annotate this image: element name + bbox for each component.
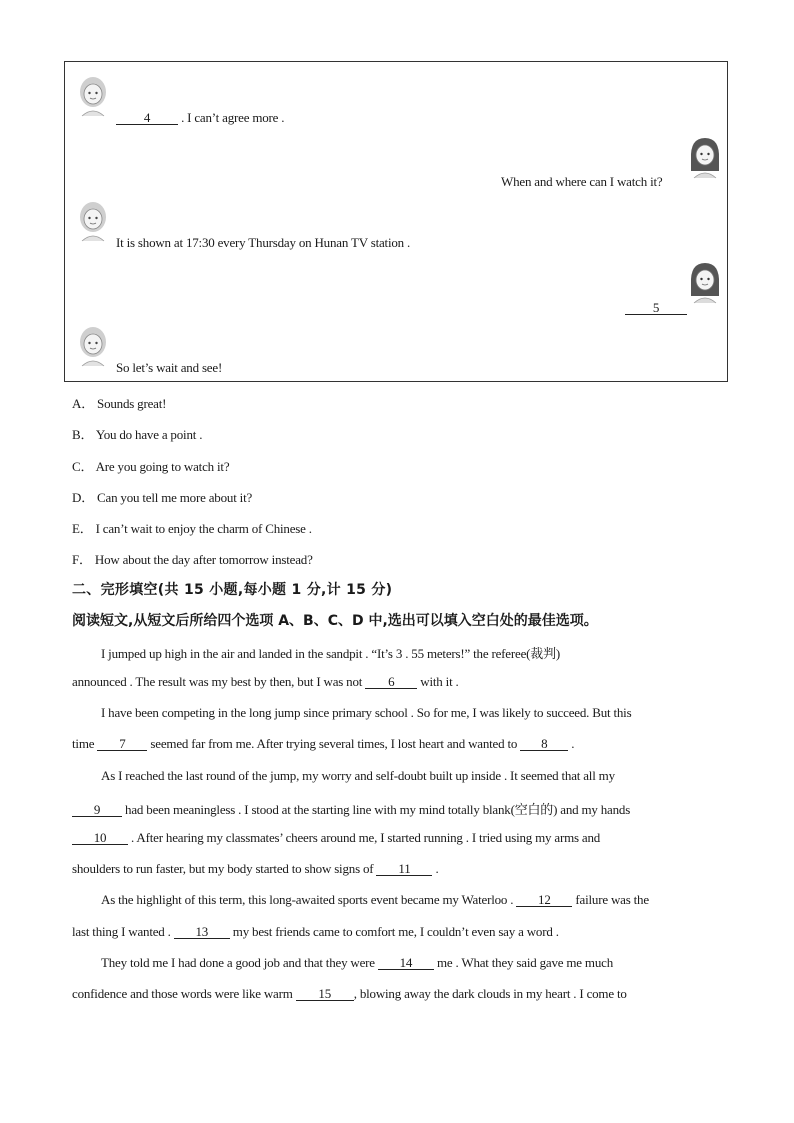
passage-line: I have been competing in the long jump since primary school . So for me, I was likely to succeed. But this (101, 705, 632, 720)
option-c: C． Are you going to watch it? (72, 459, 230, 474)
blank-14[interactable]: 14 (378, 956, 434, 970)
speaker-a-avatar-icon (74, 197, 112, 243)
dialogue-line-1 (116, 110, 284, 126)
dialogue-line-3: It is shown at 17:30 every Thursday on Hunan TV station . (116, 235, 411, 250)
speaker-a-avatar-icon (74, 322, 112, 368)
blank-7[interactable]: 7 (97, 737, 147, 751)
blank-12[interactable]: 12 (516, 893, 572, 907)
blank-11[interactable]: 11 (376, 862, 432, 876)
blank-6[interactable]: 6 (365, 675, 417, 689)
blank-10[interactable]: 10 (72, 831, 128, 845)
passage-line: announced . The result was my best by then, but I was not 6 with it . (72, 674, 459, 689)
section-title: 二、完形填空(共 15 小题,每小题 1 分,计 15 分) (72, 582, 393, 598)
option-f: F． How about the day after tomorrow instead? (72, 552, 313, 567)
speaker-b-avatar-icon (686, 133, 724, 179)
speaker-a-avatar-icon (74, 72, 112, 118)
blank-13[interactable]: 13 (174, 925, 230, 939)
passage-line: 10 . After hearing my classmates’ cheers around me, I started running . I tried using my arms and (72, 830, 600, 846)
section-instruction: 阅读短文,从短文后所给四个选项 A、B、C、D 中,选出可以填入空白处的最佳选项。 (72, 613, 598, 629)
option-a: A． Sounds great! (72, 396, 167, 411)
passage-line: I jumped up high in the air and landed in the sandpit . “It’s 3 . 55 meters!” the referee(裁判) (101, 646, 560, 661)
passage-line: 9 had been meaningless . I stood at the starting line with my mind totally blank(空白的) and my hands (72, 799, 630, 818)
passage-line: They told me I had done a good job and that they were 14 me . What they said gave me much (101, 955, 613, 970)
passage-line: As I reached the last round of the jump, my worry and self-doubt built up inside . It seemed that all my (101, 768, 615, 783)
option-d: D． Can you tell me more about it? (72, 490, 253, 505)
blank-5[interactable]: 5 (625, 301, 687, 315)
blank-9[interactable]: 9 (72, 803, 122, 817)
dialogue-line-4 (625, 300, 687, 316)
passage-line: time 7 seemed far from me. After trying several times, I lost heart and wanted to 8 . (72, 736, 575, 751)
dialogue-line-5: So let’s wait and see! (116, 360, 223, 375)
blank-8[interactable]: 8 (520, 737, 568, 751)
passage-line: confidence and those words were like warm 15 , blowing away the dark clouds in my heart . I come to (72, 986, 627, 1001)
blank-4[interactable]: 4 (116, 111, 178, 125)
option-e: E． I can’t wait to enjoy the charm of Chinese . (72, 521, 312, 536)
blank-15[interactable]: 15 (296, 987, 354, 1001)
option-b: B． You do have a point . (72, 427, 203, 442)
passage-line: last thing I wanted . 13 my best friends came to comfort me, I couldn’t even say a word . (72, 924, 559, 939)
speaker-b-avatar-icon (686, 258, 724, 304)
passage-line: As the highlight of this term, this long-awaited sports event became my Waterloo . 12 failure was the (101, 892, 649, 907)
passage-line: shoulders to run faster, but my body started to show signs of 11 . (72, 861, 439, 876)
dialogue-line-2: When and where can I watch it? (501, 174, 663, 189)
dialogue-line-1-text: . I can’t agree more . (181, 110, 285, 125)
